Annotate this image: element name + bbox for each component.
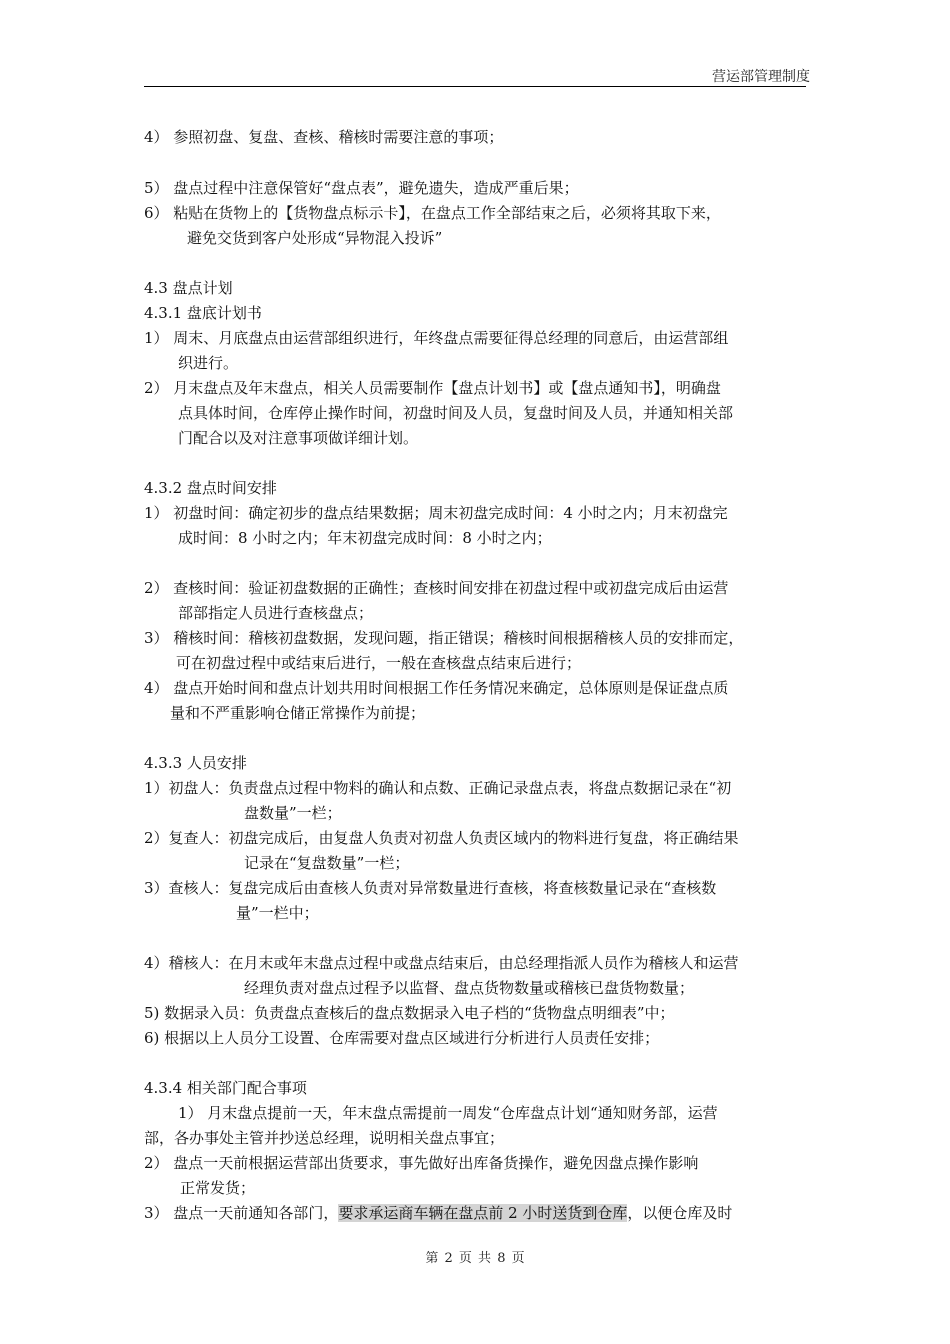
- list-item-continuation: 正常发货；: [180, 1179, 256, 1197]
- list-item: 2） 盘点一天前根据运营部出货要求，事先做好出库备货操作，避免因盘点操作影响: [144, 1154, 699, 1172]
- list-item: 3） 稽核时间：稽核初盘数据，发现问题，指正错误；稽核时间根据稽核人员的安排而定，: [144, 629, 744, 647]
- list-item-continuation: 盘数量”一栏；: [244, 804, 342, 822]
- list-item-continuation: 部部指定人员进行查核盘点；: [178, 604, 374, 622]
- subsection-heading: 4.3.1 盘底计划书: [144, 304, 262, 322]
- subsection-heading: 4.3.4 相关部门配合事项: [144, 1079, 307, 1097]
- list-item: 5） 盘点过程中注意保管好“盘点表”，避免遗失，造成严重后果；: [144, 179, 579, 197]
- list-item: [144, 1203, 732, 1223]
- list-item-continuation: 记录在“复盘数量”一栏；: [244, 854, 410, 872]
- list-item: 2） 月末盘点及年末盘点，相关人员需要制作【盘点计划书】或【盘点通知书】，明确盘: [144, 379, 721, 397]
- list-item: 4） 盘点开始时间和盘点计划共用时间根据工作任务情况来确定，总体原则是保证盘点质: [144, 679, 729, 697]
- list-item-continuation: 量和不严重影响仓储正常操作为前提；: [170, 704, 426, 722]
- list-item-continuation: 部，各办事处主管并抄送总经理，说明相关盘点事宜；: [144, 1129, 505, 1147]
- list-item: 1） 初盘时间：确定初步的盘点结果数据；周末初盘完成时间：4 小时之内；月末初盘完: [144, 504, 728, 522]
- subsection-heading: 4.3.3 人员安排: [144, 754, 247, 772]
- list-item: 4） 参照初盘、复盘、查核、稽核时需要注意的事项；: [144, 128, 504, 146]
- list-item: 2） 查核时间：验证初盘数据的正确性；查核时间安排在初盘过程中或初盘完成后由运营: [144, 579, 729, 597]
- list-item: 4）稽核人：在月末或年末盘点过程中或盘点结束后，由总经理指派人员作为稽核人和运营: [144, 954, 739, 972]
- list-item: 2）复查人：初盘完成后，由复盘人负责对初盘人负责区域内的物料进行复盘，将正确结果: [144, 829, 739, 847]
- header-title: 营运部管理制度: [712, 69, 810, 85]
- list-item: 1） 月末盘点提前一天，年末盘点需提前一周发“仓库盘点计划“通知财务部，运营: [178, 1104, 718, 1122]
- page-number: 第 2 页 共 8 页: [425, 1251, 525, 1266]
- list-item-text: ，以便仓库及时: [627, 1204, 733, 1222]
- subsection-heading: 4.3.2 盘点时间安排: [144, 479, 277, 497]
- list-item-continuation: 经理负责对盘点过程予以监督、盘点货物数量或稽核已盘货物数量；: [244, 979, 695, 997]
- list-item-continuation: 织进行。: [178, 354, 239, 372]
- list-item-text: 3） 盘点一天前通知各部门，: [144, 1204, 339, 1222]
- section-heading: 4.3 盘点计划: [144, 279, 233, 297]
- list-item: 3）查核人：复盘完成后由查核人负责对异常数量进行查核，将查核数量记录在“查核数: [144, 879, 717, 897]
- list-item-continuation: 量”一栏中；: [236, 904, 319, 922]
- list-item-continuation: 门配合以及对注意事项做详细计划。: [178, 429, 419, 447]
- list-item: 5) 数据录入员：负责盘点查核后的盘点数据录入电子档的“货物盘点明细表”中；: [144, 1004, 675, 1022]
- list-item: 6） 粘贴在货物上的【货物盘点标示卡】，在盘点工作全部结束之后，必须将其取下来，: [144, 204, 721, 222]
- list-item: 1）初盘人：负责盘点过程中物料的确认和点数、正确记录盘点表，将盘点数据记录在“初: [144, 779, 732, 797]
- list-item-continuation: 点具体时间，仓库停止操作时间，初盘时间及人员，复盘时间及人员，并通知相关部: [178, 404, 734, 422]
- list-item-continuation: 成时间：8 小时之内；年末初盘完成时间：8 小时之内；: [178, 529, 552, 547]
- list-item-continuation: 避免交货到客户处形成“异物混入投诉”: [187, 229, 443, 247]
- list-item-continuation: 可在初盘过程中或结束后进行，一般在查核盘点结束后进行；: [176, 654, 582, 672]
- list-item: 1） 周末、月底盘点由运营部组织进行，年终盘点需要征得总经理的同意后，由运营部组: [144, 329, 729, 347]
- highlighted-text: 要求承运商车辆在盘点前 2 小时送货到仓库: [338, 1204, 628, 1222]
- header-divider: [144, 86, 806, 87]
- list-item: 6) 根据以上人员分工设置、仓库需要对盘点区域进行分析进行人员责任安排；: [144, 1029, 660, 1047]
